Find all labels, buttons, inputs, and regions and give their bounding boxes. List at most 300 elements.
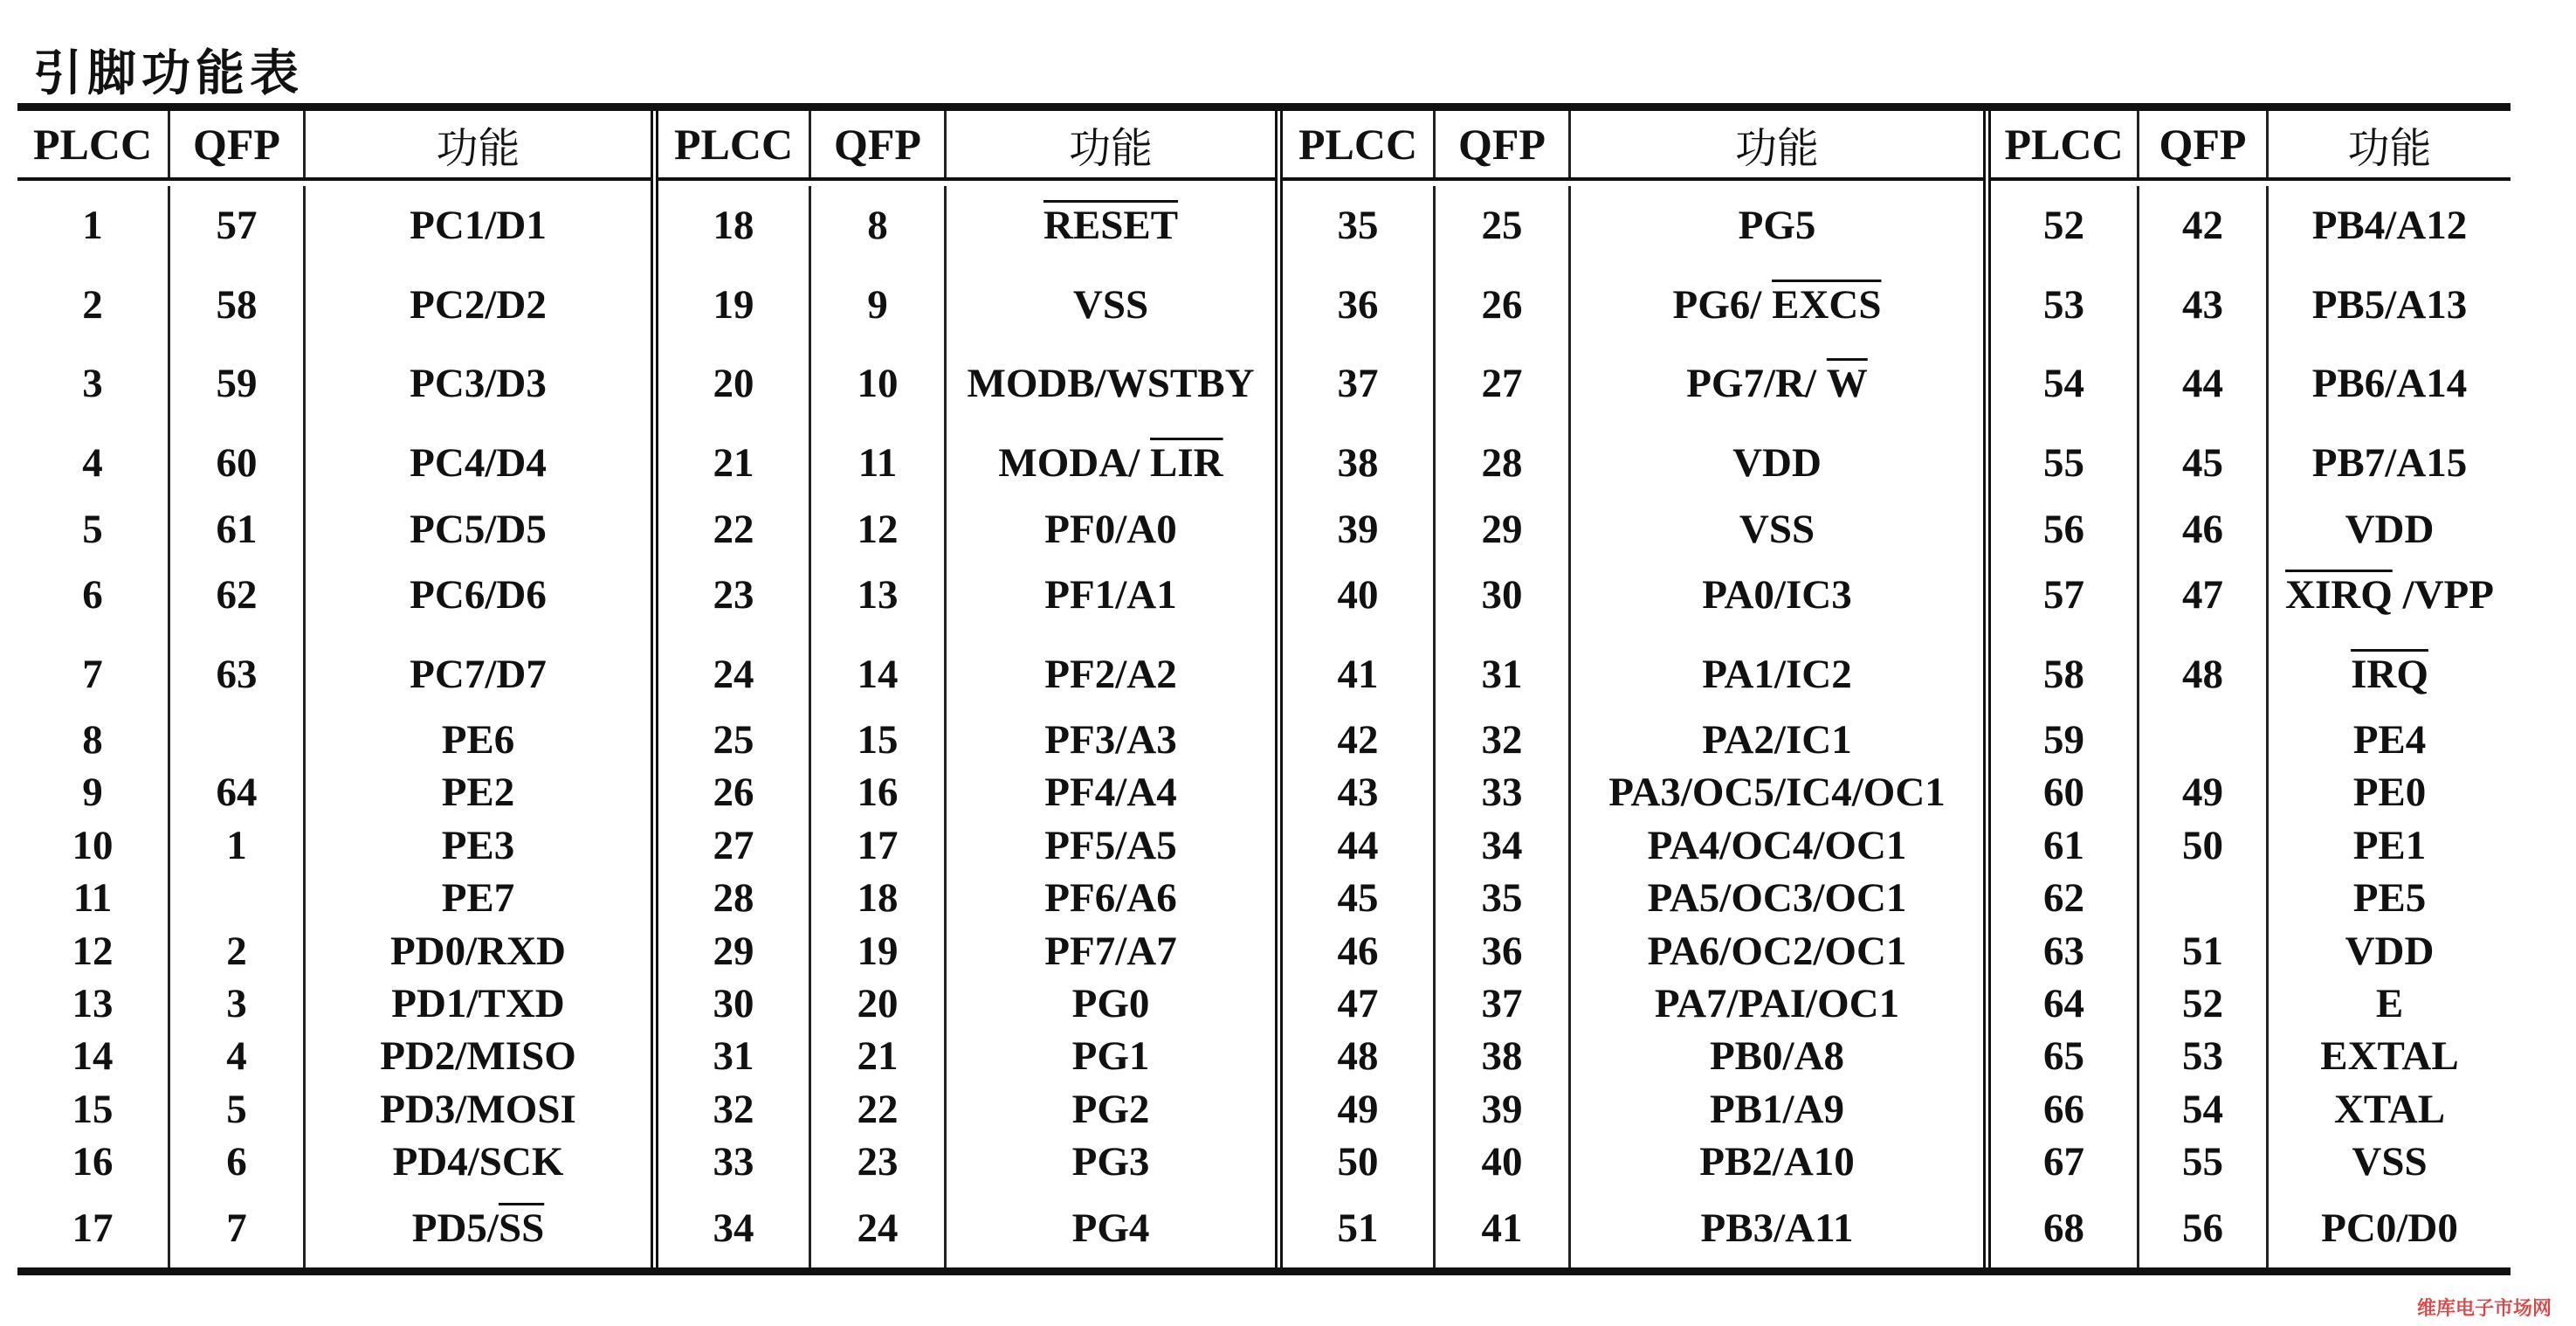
plcc-pin: 42 (1283, 714, 1436, 766)
function-text: MODA/ (998, 440, 1151, 487)
function-text: PF2/A2 (1044, 651, 1177, 697)
table-row (1991, 1030, 2511, 1082)
qfp-pin: 33 (1436, 766, 1571, 818)
qfp-pin: 40 (1436, 1136, 1571, 1188)
qfp-pin: 25 (1436, 186, 1571, 266)
function-text: PC1/D1 (410, 203, 547, 249)
qfp-pin: 16 (811, 766, 947, 818)
table-row (658, 1030, 1275, 1082)
function-text: PD2/MISO (380, 1033, 576, 1080)
plcc-pin: 46 (1283, 924, 1436, 977)
table-row (1991, 977, 2511, 1030)
function-text: PA0/IC3 (1702, 571, 1852, 618)
plcc-pin: 9 (17, 766, 170, 818)
pin-function (306, 502, 651, 555)
table-row (1283, 1136, 1983, 1188)
plcc-pin: 60 (1991, 766, 2139, 818)
table-row (1991, 344, 2511, 424)
table-body (17, 181, 651, 1267)
plcc-pin: 16 (17, 1136, 170, 1188)
plcc-pin: 17 (17, 1188, 170, 1267)
plcc-pin: 32 (658, 1083, 811, 1136)
table-row (17, 424, 651, 503)
qfp-pin: 2 (170, 924, 306, 977)
plcc-pin: 50 (1283, 1136, 1436, 1188)
pin-function (1571, 819, 1983, 872)
plcc-pin: 47 (1283, 977, 1436, 1030)
plcc-pin: 28 (658, 872, 811, 924)
qfp-pin: 49 (2139, 766, 2269, 818)
qfp-pin: 24 (811, 1188, 947, 1267)
table-row (1283, 424, 1983, 503)
function-text: PC4/D4 (410, 440, 547, 487)
plcc-pin: 68 (1991, 1188, 2139, 1267)
pin-function (947, 1136, 1275, 1188)
qfp-pin: 47 (2139, 556, 2269, 635)
plcc-pin: 12 (17, 924, 170, 977)
qfp-pin: 37 (1436, 977, 1571, 1030)
pin-function (1571, 502, 1983, 555)
qfp-pin (170, 714, 306, 766)
function-suffix-text: /VPP (2392, 571, 2494, 618)
function-text: PE3 (441, 822, 515, 868)
plcc-pin: 67 (1991, 1136, 2139, 1188)
page-title: 引脚功能表 (33, 45, 304, 102)
pin-function (1571, 872, 1983, 924)
qfp-pin: 17 (811, 819, 947, 872)
function-text: PB6/A14 (2311, 361, 2468, 407)
pin-function (2269, 714, 2511, 766)
qfp-pin: 12 (811, 502, 947, 555)
qfp-pin: 34 (1436, 819, 1571, 872)
header-function: 功能 (1068, 123, 1153, 173)
table-row (17, 924, 651, 977)
table-row (17, 977, 651, 1030)
qfp-pin: 38 (1436, 1030, 1571, 1082)
header-row (1991, 111, 2511, 181)
function-text: VSS (2352, 1139, 2428, 1185)
plcc-pin: 29 (658, 924, 811, 977)
pin-function (1571, 1030, 1983, 1082)
watermark-logo: 维库电子市场网 (2416, 1298, 2552, 1320)
table-row (17, 556, 651, 635)
table-row (17, 1188, 651, 1267)
plcc-pin: 25 (658, 714, 811, 766)
qfp-pin: 64 (170, 766, 306, 818)
pin-function (1571, 924, 1983, 977)
table-row (658, 1136, 1275, 1188)
function-text: PA6/OC2/OC1 (1647, 928, 1907, 974)
table-row (17, 266, 651, 345)
plcc-pin: 8 (17, 714, 170, 766)
pin-function (947, 714, 1275, 766)
pin-function (947, 634, 1275, 714)
pin-function (2269, 924, 2511, 977)
function-text: E (2375, 981, 2404, 1026)
pin-function (947, 872, 1275, 924)
table-row (658, 186, 1275, 266)
table-row (1283, 766, 1983, 818)
table-row (1283, 634, 1983, 714)
qfp-pin: 15 (811, 714, 947, 766)
plcc-pin: 31 (658, 1030, 811, 1082)
qfp-pin: 21 (811, 1030, 947, 1082)
header-function: 功能 (1734, 123, 1819, 173)
pin-function (1571, 714, 1983, 766)
pin-function (947, 977, 1275, 1030)
pin-function (947, 924, 1275, 977)
table-row (658, 634, 1275, 714)
table-row (1283, 1188, 1983, 1267)
qfp-pin: 46 (2139, 502, 2269, 555)
qfp-pin: 43 (2139, 266, 2269, 345)
table-row (1991, 502, 2511, 555)
header-qfp: QFP (2139, 111, 2269, 177)
qfp-pin: 3 (170, 977, 306, 1030)
qfp-pin: 45 (2139, 424, 2269, 503)
function-text: PG1 (1071, 1033, 1150, 1080)
pin-function (2269, 1030, 2511, 1082)
table-row (17, 502, 651, 555)
table-body (658, 181, 1275, 1267)
qfp-pin: 27 (1436, 344, 1571, 424)
function-text: PG5 (1738, 203, 1816, 249)
function-text: PC3/D3 (410, 361, 547, 407)
plcc-pin: 40 (1283, 556, 1436, 635)
function-text: PE6 (441, 717, 515, 763)
qfp-pin: 44 (2139, 344, 2269, 424)
pin-function (2269, 1083, 2511, 1136)
function-text: PA2/IC1 (1702, 717, 1852, 763)
table-row (17, 1136, 651, 1188)
plcc-pin: 3 (17, 344, 170, 424)
qfp-pin: 10 (811, 344, 947, 424)
table-row (1991, 634, 2511, 714)
pin-function (2269, 1188, 2511, 1267)
qfp-pin: 63 (170, 634, 306, 714)
pin-function (2269, 344, 2511, 424)
plcc-pin: 53 (1991, 266, 2139, 345)
qfp-pin: 9 (811, 266, 947, 345)
header-qfp: QFP (811, 111, 947, 177)
pin-function (306, 266, 651, 345)
qfp-pin: 35 (1436, 872, 1571, 924)
table-row (658, 766, 1275, 818)
qfp-pin: 1 (170, 819, 306, 872)
header-plcc: PLCC (1991, 111, 2139, 177)
function-text: PC6/D6 (410, 571, 547, 618)
table-row (1283, 556, 1983, 635)
pin-function (947, 766, 1275, 818)
plcc-pin: 55 (1991, 424, 2139, 503)
table-row (1991, 266, 2511, 345)
pin-function (947, 1030, 1275, 1082)
header-plcc: PLCC (17, 111, 170, 177)
table-row (17, 766, 651, 818)
table-row (1283, 977, 1983, 1030)
table-row (658, 977, 1275, 1030)
header-row (17, 111, 651, 181)
table-row (1991, 1188, 2511, 1267)
plcc-pin: 37 (1283, 344, 1436, 424)
plcc-pin: 22 (658, 502, 811, 555)
qfp-pin: 22 (811, 1083, 947, 1136)
function-text: PD3/MOSI (380, 1086, 576, 1132)
header-plcc: PLCC (658, 111, 811, 177)
header-plcc: PLCC (1283, 111, 1436, 177)
qfp-pin: 41 (1436, 1188, 1571, 1267)
qfp-pin: 50 (2139, 819, 2269, 872)
function-text: MODB/WSTBY (967, 361, 1255, 407)
function-overline-text: $\overline{W}$ (1826, 361, 1868, 407)
table-row (1991, 1083, 2511, 1136)
function-text: PE4 (2352, 717, 2427, 763)
plcc-pin: 18 (658, 186, 811, 266)
table-row (1283, 266, 1983, 345)
plcc-pin: 5 (17, 502, 170, 555)
plcc-pin: 15 (17, 1083, 170, 1136)
table-row (658, 502, 1275, 555)
plcc-pin: 59 (1991, 714, 2139, 766)
plcc-pin: 41 (1283, 634, 1436, 714)
function-text: PE2 (441, 770, 515, 816)
plcc-pin: 4 (17, 424, 170, 503)
plcc-pin: 43 (1283, 766, 1436, 818)
function-text: VSS (1739, 506, 1815, 552)
plcc-pin: 33 (658, 1136, 811, 1188)
plcc-pin: 11 (17, 872, 170, 924)
pin-function (947, 1083, 1275, 1136)
function-text: PF6/A6 (1044, 875, 1177, 922)
pin-function (2269, 819, 2511, 872)
function-text: VDD (1732, 440, 1822, 487)
pin-function (306, 766, 651, 818)
function-overline-text: RESET (1043, 203, 1179, 249)
qfp-pin: 6 (170, 1136, 306, 1188)
qfp-pin: 36 (1436, 924, 1571, 977)
table-row (1991, 424, 2511, 503)
function-text: EXTAL (2320, 1033, 2459, 1080)
pin-function (1571, 266, 1983, 345)
pin-function (306, 1030, 651, 1082)
header-qfp: QFP (1436, 111, 1571, 177)
pin-function (306, 1136, 651, 1188)
table-row (658, 344, 1275, 424)
table-row (1991, 1136, 2511, 1188)
plcc-pin: 65 (1991, 1030, 2139, 1082)
function-text: VDD (2345, 928, 2435, 974)
header-function: 功能 (436, 123, 520, 173)
pin-function (306, 424, 651, 503)
function-text: PB0/A8 (1709, 1033, 1845, 1080)
function-text: PF0/A0 (1044, 506, 1177, 552)
function-text: PB7/A15 (2311, 440, 2468, 487)
plcc-pin: 44 (1283, 819, 1436, 872)
function-text: PC0/D0 (2321, 1205, 2458, 1251)
pin-function (1571, 634, 1983, 714)
table-row (658, 424, 1275, 503)
plcc-pin: 57 (1991, 556, 2139, 635)
qfp-pin: 4 (170, 1030, 306, 1082)
plcc-pin: 52 (1991, 186, 2139, 266)
table-row (1991, 186, 2511, 266)
qfp-pin: 5 (170, 1083, 306, 1136)
table-row (1991, 819, 2511, 872)
qfp-pin (2139, 872, 2269, 924)
table-row (1283, 344, 1983, 424)
pin-function (306, 714, 651, 766)
function-text: XTAL (2333, 1086, 2446, 1132)
plcc-pin: 56 (1991, 502, 2139, 555)
function-text: PG6/ (1672, 281, 1773, 328)
plcc-pin: 26 (658, 766, 811, 818)
qfp-pin: 60 (170, 424, 306, 503)
function-text: PB4/A12 (2311, 203, 2468, 249)
function-text: PG7/R/ (1686, 361, 1827, 407)
table-row (1283, 819, 1983, 872)
function-text: PG3 (1071, 1139, 1150, 1185)
pin-function (2269, 766, 2511, 818)
pin-function (306, 1083, 651, 1136)
function-text: PD5/ (411, 1205, 499, 1251)
function-text: PF1/A1 (1044, 571, 1177, 618)
function-text: PC5/D5 (410, 506, 547, 552)
pin-function (306, 977, 651, 1030)
plcc-pin: 21 (658, 424, 811, 503)
pin-function (2269, 266, 2511, 345)
pin-function (306, 819, 651, 872)
qfp-pin: 7 (170, 1188, 306, 1267)
pin-function (306, 186, 651, 266)
function-text: PA4/OC4/OC1 (1647, 822, 1907, 868)
pin-function (947, 266, 1275, 345)
header-row (1283, 111, 1983, 181)
qfp-pin: 14 (811, 634, 947, 714)
column-group-1 (17, 111, 651, 1267)
pin-function (947, 424, 1275, 503)
function-text: PA5/OC3/OC1 (1647, 875, 1907, 922)
pin-function (947, 556, 1275, 635)
plcc-pin: 54 (1991, 344, 2139, 424)
table-row (1283, 714, 1983, 766)
table-row (1283, 186, 1983, 266)
function-text: PE7 (441, 875, 515, 922)
table-row (658, 1083, 1275, 1136)
qfp-pin: 13 (811, 556, 947, 635)
pin-function (2269, 424, 2511, 503)
plcc-pin: 10 (17, 819, 170, 872)
plcc-pin: 13 (17, 977, 170, 1030)
plcc-pin: 51 (1283, 1188, 1436, 1267)
plcc-pin: 61 (1991, 819, 2139, 872)
pin-function (947, 502, 1275, 555)
qfp-pin: 19 (811, 924, 947, 977)
table-row (17, 872, 651, 924)
pin-function (1571, 1083, 1983, 1136)
plcc-pin: 14 (17, 1030, 170, 1082)
table-row (1991, 872, 2511, 924)
qfp-pin: 8 (811, 186, 947, 266)
qfp-pin: 53 (2139, 1030, 2269, 1082)
qfp-pin: 61 (170, 502, 306, 555)
qfp-pin: 51 (2139, 924, 2269, 977)
plcc-pin: 62 (1991, 872, 2139, 924)
qfp-pin: 59 (170, 344, 306, 424)
table-row (17, 1030, 651, 1082)
pin-function (1571, 344, 1983, 424)
pin-function (306, 872, 651, 924)
plcc-pin: 20 (658, 344, 811, 424)
plcc-pin: 19 (658, 266, 811, 345)
table-row (658, 872, 1275, 924)
table-body (1991, 181, 2511, 1267)
qfp-pin: 62 (170, 556, 306, 635)
pin-function (1571, 766, 1983, 818)
plcc-pin: 63 (1991, 924, 2139, 977)
plcc-pin: 45 (1283, 872, 1436, 924)
table-row (658, 714, 1275, 766)
table-row (1991, 714, 2511, 766)
table-row (658, 266, 1275, 345)
column-group-2 (651, 111, 1275, 1267)
plcc-pin: 27 (658, 819, 811, 872)
plcc-pin: 2 (17, 266, 170, 345)
pin-function (1571, 556, 1983, 635)
function-text: PF4/A4 (1044, 770, 1177, 816)
pin-function (947, 819, 1275, 872)
function-text: PB5/A13 (2311, 281, 2468, 328)
qfp-pin (2139, 714, 2269, 766)
plcc-pin: 24 (658, 634, 811, 714)
plcc-pin: 23 (658, 556, 811, 635)
function-text: VDD (2345, 506, 2435, 552)
table-row (17, 344, 651, 424)
function-text: PF7/A7 (1044, 928, 1177, 974)
table-row (658, 1188, 1275, 1267)
table-row (1991, 556, 2511, 635)
column-group-4 (1983, 111, 2511, 1267)
header-qfp: QFP (170, 111, 306, 177)
pin-function-table (17, 103, 2511, 1275)
qfp-pin: 32 (1436, 714, 1571, 766)
function-text: PF5/A5 (1044, 822, 1177, 868)
table-row (1283, 924, 1983, 977)
function-text: PD0/RXD (389, 928, 567, 974)
plcc-pin: 64 (1991, 977, 2139, 1030)
pin-function (1571, 977, 1983, 1030)
plcc-pin: 36 (1283, 266, 1436, 345)
qfp-pin: 39 (1436, 1083, 1571, 1136)
function-text: PC7/D7 (410, 651, 547, 697)
pin-function (306, 344, 651, 424)
table-row (17, 1083, 651, 1136)
function-text: PF3/A3 (1044, 717, 1177, 763)
pin-function (306, 1188, 651, 1267)
function-text: PB3/A11 (1700, 1205, 1854, 1251)
pin-function (2269, 556, 2511, 635)
table-row (17, 819, 651, 872)
plcc-pin: 6 (17, 556, 170, 635)
pin-function (306, 634, 651, 714)
plcc-pin: 49 (1283, 1083, 1436, 1136)
header-function: 功能 (2347, 123, 2432, 173)
pin-function (2269, 634, 2511, 714)
table-row (1283, 1083, 1983, 1136)
plcc-pin: 1 (17, 186, 170, 266)
qfp-pin: 54 (2139, 1083, 2269, 1136)
qfp-pin: 42 (2139, 186, 2269, 266)
plcc-pin: 30 (658, 977, 811, 1030)
